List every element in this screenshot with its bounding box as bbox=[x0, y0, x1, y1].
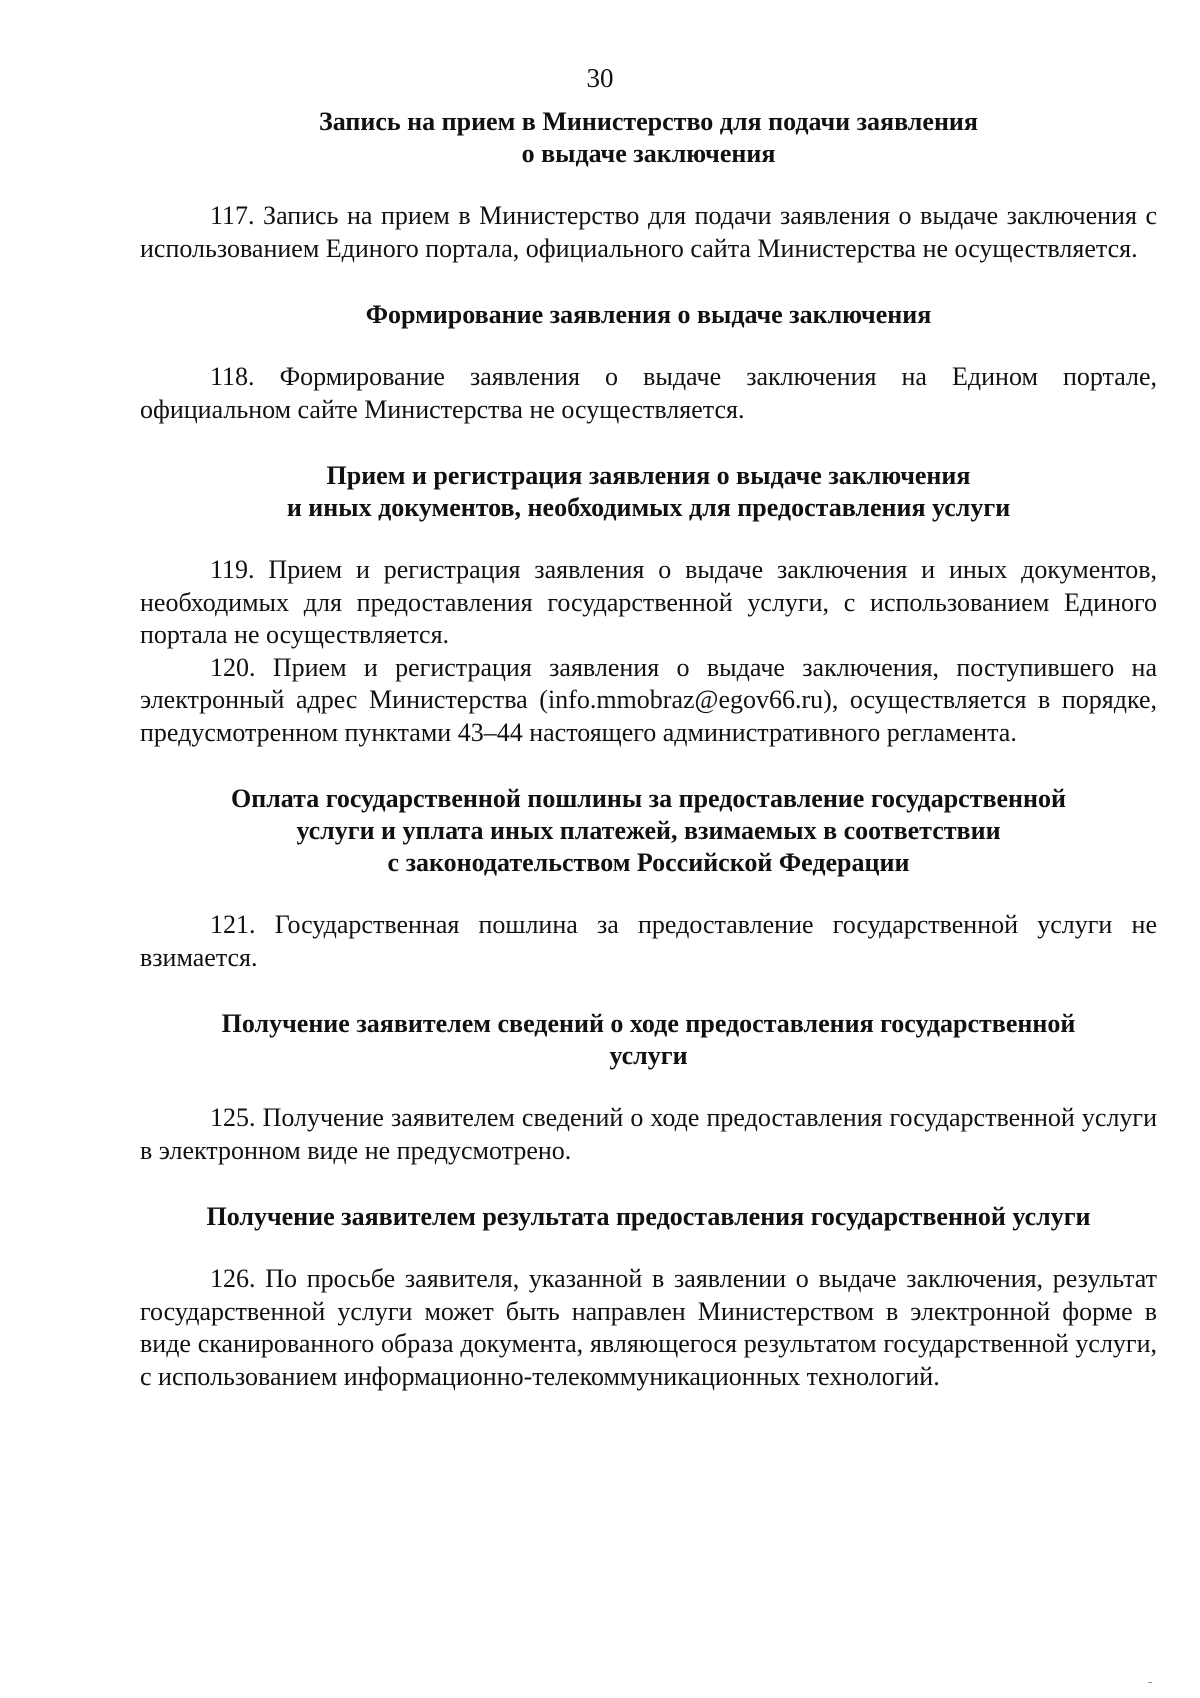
heading-line: и иных документов, необходимых для предоставления услуги bbox=[286, 493, 1011, 522]
heading-line: о выдаче заключения bbox=[521, 139, 776, 168]
section-result-receipt bbox=[140, 1201, 1157, 1393]
heading-line: Получение заявителем сведений о ходе предоставления государственной bbox=[221, 1009, 1076, 1038]
section-application-forming bbox=[140, 299, 1157, 426]
section-heading bbox=[140, 299, 1157, 331]
heading-line: с законодательством Российской Федерации bbox=[387, 848, 910, 877]
scan-mark bbox=[1148, 1682, 1152, 1683]
heading-line: Запись на прием в Министерство для подачи заявления bbox=[319, 107, 978, 136]
section-state-fee bbox=[140, 783, 1157, 974]
heading-line: Формирование заявления о выдаче заключения bbox=[365, 300, 932, 329]
paragraph-118: 118. Формирование заявления о выдаче заключения на Едином портале, официальном сайте Министерства не осуществляется. bbox=[140, 362, 1157, 424]
section-heading bbox=[140, 783, 1157, 879]
paragraph-119: 119. Прием и регистрация заявления о выдаче заключения и иных документов, необходимых для предоставления государственной услуги, с использованием Единого портала не осуществляется. bbox=[140, 555, 1157, 649]
document-body bbox=[140, 106, 1157, 1393]
section-registration bbox=[140, 460, 1157, 749]
section-appointment bbox=[140, 106, 1157, 265]
heading-line: услуги bbox=[609, 1041, 688, 1070]
section-heading bbox=[140, 460, 1157, 524]
paragraph-117: 117. Запись на прием в Министерство для подачи заявления о выдаче заключения с использованием Единого портала, официального сайта Министерства не осуществляется. bbox=[140, 201, 1157, 263]
section-heading bbox=[140, 1201, 1157, 1233]
heading-line: услуги и уплата иных платежей, взимаемых в соответствии bbox=[296, 816, 1001, 845]
paragraph-125: 125. Получение заявителем сведений о ходе предоставления государственной услуги в электронном виде не предусмотрено. bbox=[140, 1103, 1157, 1165]
paragraph-121: 121. Государственная пошлина за предоставление государственной услуги не взимается. bbox=[140, 910, 1157, 972]
paragraph-126: 126. По просьбе заявителя, указанной в заявлении о выдаче заключения, результат государственной услуги может быть направлен Министерством в электронной форме в виде сканированного образа документа, являющегося результатом государственной услуги, с использованием информационно-телекоммуникационных технологий. bbox=[140, 1264, 1157, 1391]
heading-line: Прием и регистрация заявления о выдаче заключения bbox=[326, 461, 971, 490]
section-progress-info bbox=[140, 1008, 1157, 1167]
heading-line: Получение заявителем результата предоставления государственной услуги bbox=[206, 1202, 1091, 1231]
section-heading bbox=[140, 106, 1157, 170]
heading-line: Оплата государственной пошлины за предоставление государственной bbox=[230, 784, 1066, 813]
page-number: 30 bbox=[586, 63, 614, 93]
section-heading bbox=[140, 1008, 1157, 1072]
paragraph-120: 120. Прием и регистрация заявления о выдаче заключения, поступившего на электронный адрес Министерства (info.mmobraz@egov66.ru), осуществляется в порядке, предусмотренном пунктами 43–44 настоящего административного регламента. bbox=[140, 652, 1157, 747]
